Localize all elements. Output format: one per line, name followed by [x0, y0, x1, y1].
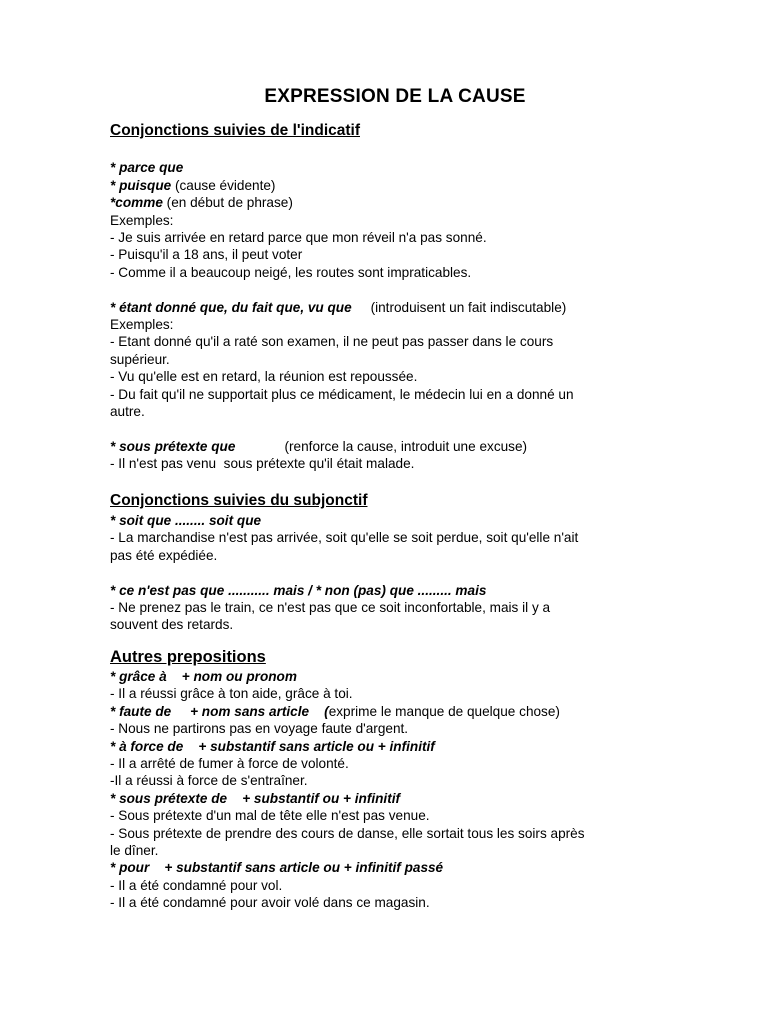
example-line: le dîner. [110, 842, 159, 858]
preposition-label: * à force de + substantif sans article ou + infinitif [110, 738, 435, 754]
conjunction-comme [110, 194, 680, 211]
spacer [110, 634, 680, 646]
conjunction-ce-nest-pas-que [110, 582, 680, 599]
conjunction-label: * puisque [110, 177, 172, 193]
example-line: - Il n'est pas venu sous prétexte qu'il était malade. [110, 456, 415, 472]
example-line: - Ne prenez pas le train, ce n'est pas que ce soit inconfortable, mais il y a [110, 600, 551, 616]
example-line: - Il a arrêté de fumer à force de volonté. [110, 755, 349, 771]
section-heading-autres: Autres prepositions [110, 647, 266, 666]
spacer [110, 420, 680, 437]
example-line: - Il a été condamné pour avoir volé dans ce magasin. [110, 895, 430, 911]
conjunction-label: * ce n'est pas que ........... mais / * non (pas) que ......... mais [110, 582, 487, 598]
spacer [110, 281, 680, 298]
example-line: - Je suis arrivée en retard parce que mon réveil n'a pas sonné. [110, 230, 487, 246]
example-line: - Nous ne partirons pas en voyage faute d'argent. [110, 721, 409, 737]
preposition-grace-a [110, 668, 680, 685]
preposition-sous-pretexte-de [110, 790, 680, 807]
conjunction-note: (introduisent un fait indiscutable) [351, 299, 567, 315]
spacer [110, 564, 680, 581]
section-heading-indicatif: Conjonctions suivies de l'indicatif [110, 122, 360, 139]
example-line: - Du fait qu'il ne supportait plus ce médicament, le médecin lui en a donné un [110, 386, 574, 402]
example-line: supérieur. [110, 351, 170, 367]
example-line: - Sous prétexte de prendre des cours de danse, elle sortait tous les soirs après [110, 825, 585, 841]
preposition-label: * pour + substantif sans article ou + infinitif passé [110, 860, 444, 876]
conjunction-sous-pretexte-que [110, 438, 680, 455]
example-line: - Puisqu'il a 18 ans, il peut voter [110, 247, 303, 263]
example-line: - Comme il a beaucoup neigé, les routes sont impraticables. [110, 264, 472, 280]
example-line: pas été expédiée. [110, 547, 218, 563]
example-line: - La marchandise n'est pas arrivée, soit qu'elle se soit perdue, soit qu'elle n'ait [110, 530, 579, 546]
conjunction-note: (renforce la cause, introduit une excuse) [235, 438, 528, 454]
example-line: - Sous prétexte d'un mal de tête elle n'est pas venue. [110, 808, 430, 824]
example-line: - Il a été condamné pour vol. [110, 877, 283, 893]
spacer [110, 473, 680, 490]
preposition-faute-de [110, 703, 680, 720]
conjunction-label: * sous prétexte que [110, 438, 236, 454]
section-heading-subjonctif: Conjonctions suivies du subjonctif [110, 492, 368, 510]
page-title: EXPRESSION DE LA CAUSE [264, 86, 526, 107]
example-line: -Il a réussi à force de s'entraîner. [110, 773, 308, 789]
example-line: - Etant donné qu'il a raté son examen, il ne peut pas passer dans le cours [110, 334, 554, 350]
conjunction-soit-que [110, 512, 680, 529]
conjunction-label: * soit que ........ soit que [110, 513, 262, 529]
conjunction-note: (en début de phrase) [162, 195, 293, 211]
conjunction-etant-donne [110, 299, 680, 316]
conjunction-puisque [110, 177, 680, 194]
example-line: - Il a réussi grâce à ton aide, grâce à toi. [110, 686, 353, 702]
conjunction-note: (cause évidente) [171, 177, 276, 193]
example-line: souvent des retards. [110, 617, 234, 633]
preposition-note: exprime le manque de quelque chose) [328, 703, 560, 719]
conjunction-label: *comme [110, 195, 163, 211]
conjunction-label: * parce que [110, 160, 184, 176]
spacer [110, 142, 680, 159]
preposition-label: * sous prétexte de + substantif ou + infinitif [110, 790, 401, 806]
example-line: - Vu qu'elle est en retard, la réunion est repoussée. [110, 369, 418, 385]
example-line: autre. [110, 404, 145, 420]
document-page [110, 86, 680, 912]
preposition-label: * grâce à + nom ou pronom [110, 668, 297, 684]
examples-label: Exemples: [110, 212, 174, 228]
conjunction-parce-que [110, 159, 680, 176]
examples-label: Exemples: [110, 317, 174, 333]
preposition-a-force-de [110, 738, 680, 755]
conjunction-label: * étant donné que, du fait que, vu que [110, 299, 352, 315]
preposition-pour [110, 859, 680, 876]
preposition-label: * faute de + nom sans article ( [110, 703, 329, 719]
